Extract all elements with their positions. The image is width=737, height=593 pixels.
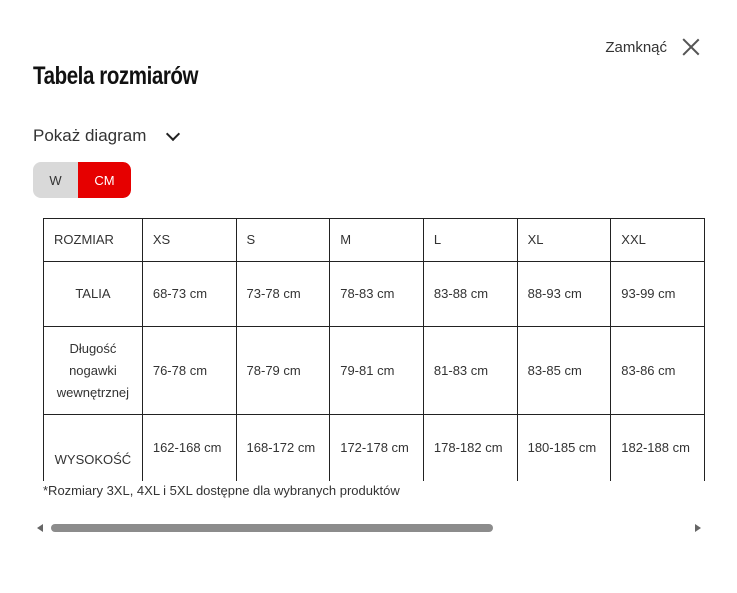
scrollbar-thumb[interactable] xyxy=(51,524,493,532)
table-header-cell: XS xyxy=(142,219,236,262)
table-cell: 78-83 cm xyxy=(330,262,424,327)
row-label: TALIA xyxy=(44,262,143,327)
table-row xyxy=(44,327,705,415)
size-table xyxy=(43,218,705,481)
unit-switch xyxy=(33,162,131,198)
table-header-cell: XXL xyxy=(611,219,705,262)
table-header-cell: XL xyxy=(517,219,611,262)
scroll-left-icon[interactable] xyxy=(37,524,43,532)
close-label[interactable]: Zamknąć xyxy=(605,38,667,56)
close-control[interactable] xyxy=(605,37,701,57)
horizontal-scrollbar[interactable] xyxy=(37,520,701,536)
close-icon[interactable] xyxy=(681,37,701,57)
show-diagram-toggle[interactable] xyxy=(33,126,178,146)
show-diagram-label[interactable]: Pokaż diagram xyxy=(33,126,147,145)
chevron-down-icon[interactable] xyxy=(166,127,180,141)
unit-option-cm[interactable]: CM xyxy=(78,162,131,198)
table-cell: 172-178 cm xyxy=(330,415,424,482)
table-cell: 88-93 cm xyxy=(517,262,611,327)
table-cell: 68-73 cm xyxy=(142,262,236,327)
table-cell: 178-182 cm xyxy=(423,415,517,482)
table-header-cell: L xyxy=(423,219,517,262)
table-cell: 168-172 cm xyxy=(236,415,330,482)
table-cell: 83-86 cm xyxy=(611,327,705,415)
unit-option-w[interactable]: W xyxy=(33,162,78,198)
table-header-cell: S xyxy=(236,219,330,262)
table-header-cell: ROZMIAR xyxy=(44,219,143,262)
table-cell: 162-168 cm xyxy=(142,415,236,482)
table-cell: 76-78 cm xyxy=(142,327,236,415)
table-cell: 83-88 cm xyxy=(423,262,517,327)
scroll-right-icon[interactable] xyxy=(695,524,701,532)
row-label: WYSOKOŚĆ xyxy=(44,415,143,482)
table-cell: 93-99 cm xyxy=(611,262,705,327)
row-label: Długość nogawki wewnętrznej xyxy=(44,327,143,415)
table-cell: 73-78 cm xyxy=(236,262,330,327)
table-header-cell: M xyxy=(330,219,424,262)
table-cell: 182-188 cm xyxy=(611,415,705,482)
size-table-scroll[interactable] xyxy=(43,218,705,481)
page-title: Tabela rozmiarów xyxy=(33,62,199,90)
table-row xyxy=(44,415,705,482)
table-header-row xyxy=(44,219,705,262)
size-footnote: *Rozmiary 3XL, 4XL i 5XL dostępne dla wybranych produktów xyxy=(43,483,400,498)
table-cell: 81-83 cm xyxy=(423,327,517,415)
table-cell: 180-185 cm xyxy=(517,415,611,482)
table-cell: 83-85 cm xyxy=(517,327,611,415)
table-cell: 79-81 cm xyxy=(330,327,424,415)
table-cell: 78-79 cm xyxy=(236,327,330,415)
table-row xyxy=(44,262,705,327)
